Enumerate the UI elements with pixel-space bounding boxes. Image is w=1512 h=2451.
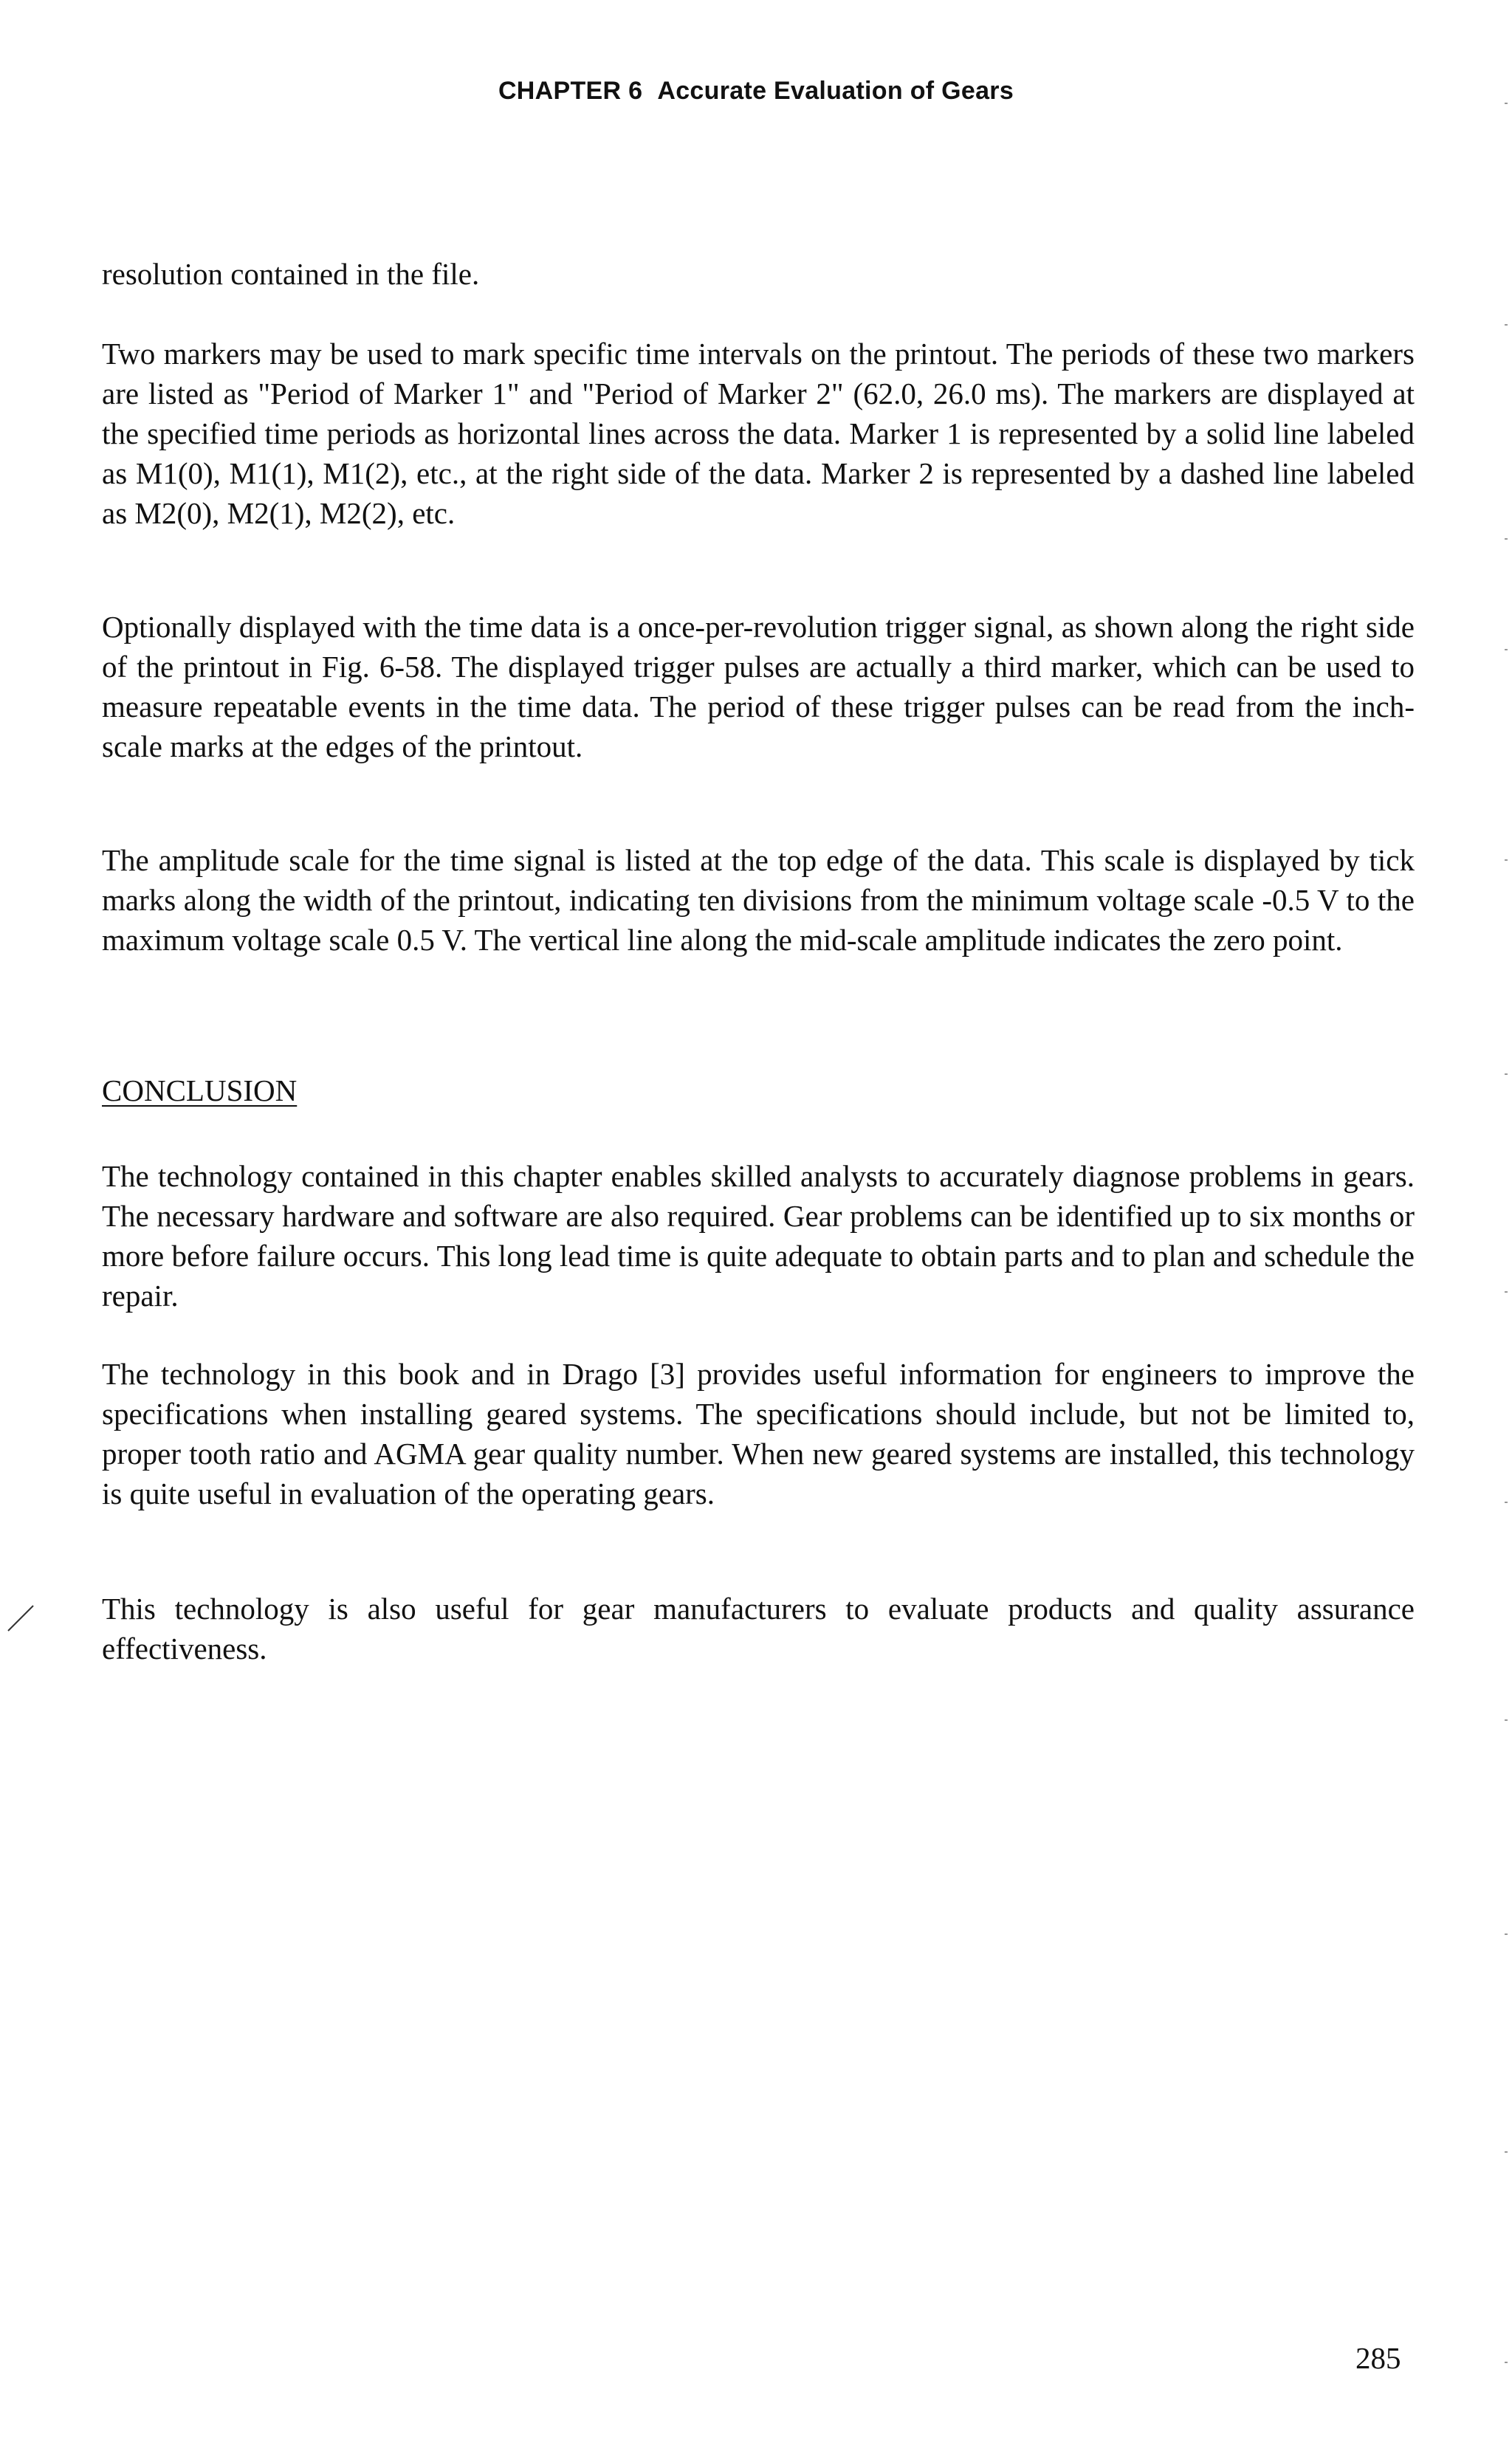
conclusion-paragraph-3: This technology is also useful for gear manufacturers to evaluate products and quality assurance effectiveness. (102, 1592, 1415, 1665)
continuation-paragraph: resolution contained in the file. (102, 257, 480, 291)
chapter-label: CHAPTER 6 (498, 77, 643, 105)
chapter-title: Accurate Evaluation of Gears (657, 77, 1014, 105)
conclusion-heading: CONCLUSION (102, 1073, 298, 1107)
conclusion-paragraph-1: The technology contained in this chapter enables skilled analysts to accurately diagnose problems in gears. The necessary hardware and software are also required. Gear problems can be identified up to six months or more before failure occurs. This long lead time is quite adequate to obtain parts and to plan and schedule the repair. (102, 1159, 1415, 1313)
page-number: 285 (1355, 2341, 1401, 2375)
margin-pen-mark (6, 1603, 35, 1633)
scan-edge-marks (1500, 0, 1512, 2451)
markers-paragraph: Two markers may be used to mark specific time intervals on the printout. The periods of these two markers are listed as "Period of Marker 1" and "Period of Marker 2" (62.0, 26.0 ms). The markers are displayed at the specified time periods as horizontal lines across the data. Marker 1 is represented by a solid line labeled as M1(0), M1(1), M1(2), etc., at the right side of the data. Marker 2 is represented by a dashed line labeled as M2(0), M2(1), M2(2), etc. (102, 337, 1415, 530)
amplitude-paragraph: The amplitude scale for the time signal is listed at the top edge of the data. This scale is displayed by tick marks along the width of the printout, indicating ten divisions from the minimum voltage scale -0.5 V to the maximum voltage scale 0.5 V. The vertical line along the mid-scale amplitude indicates the zero point. (102, 843, 1415, 957)
conclusion-paragraph-2: The technology in this book and in Drago [3] provides useful information for engineers to improve the specifications when installing geared systems. The specifications should include, but not be limited to, proper tooth ratio and AGMA gear quality number. When new geared systems are installed, this technology is quite useful in evaluation of the operating gears. (102, 1357, 1415, 1510)
running-header (0, 77, 1512, 106)
trigger-paragraph: Optionally displayed with the time data is a once-per-revolution trigger signal, as shown along the right side of the printout in Fig. 6-58. The displayed trigger pulses are actually a third marker, which can be used to measure repeatable events in the time data. The period of these trigger pulses can be read from the inch-scale marks at the edges of the printout. (102, 610, 1415, 763)
